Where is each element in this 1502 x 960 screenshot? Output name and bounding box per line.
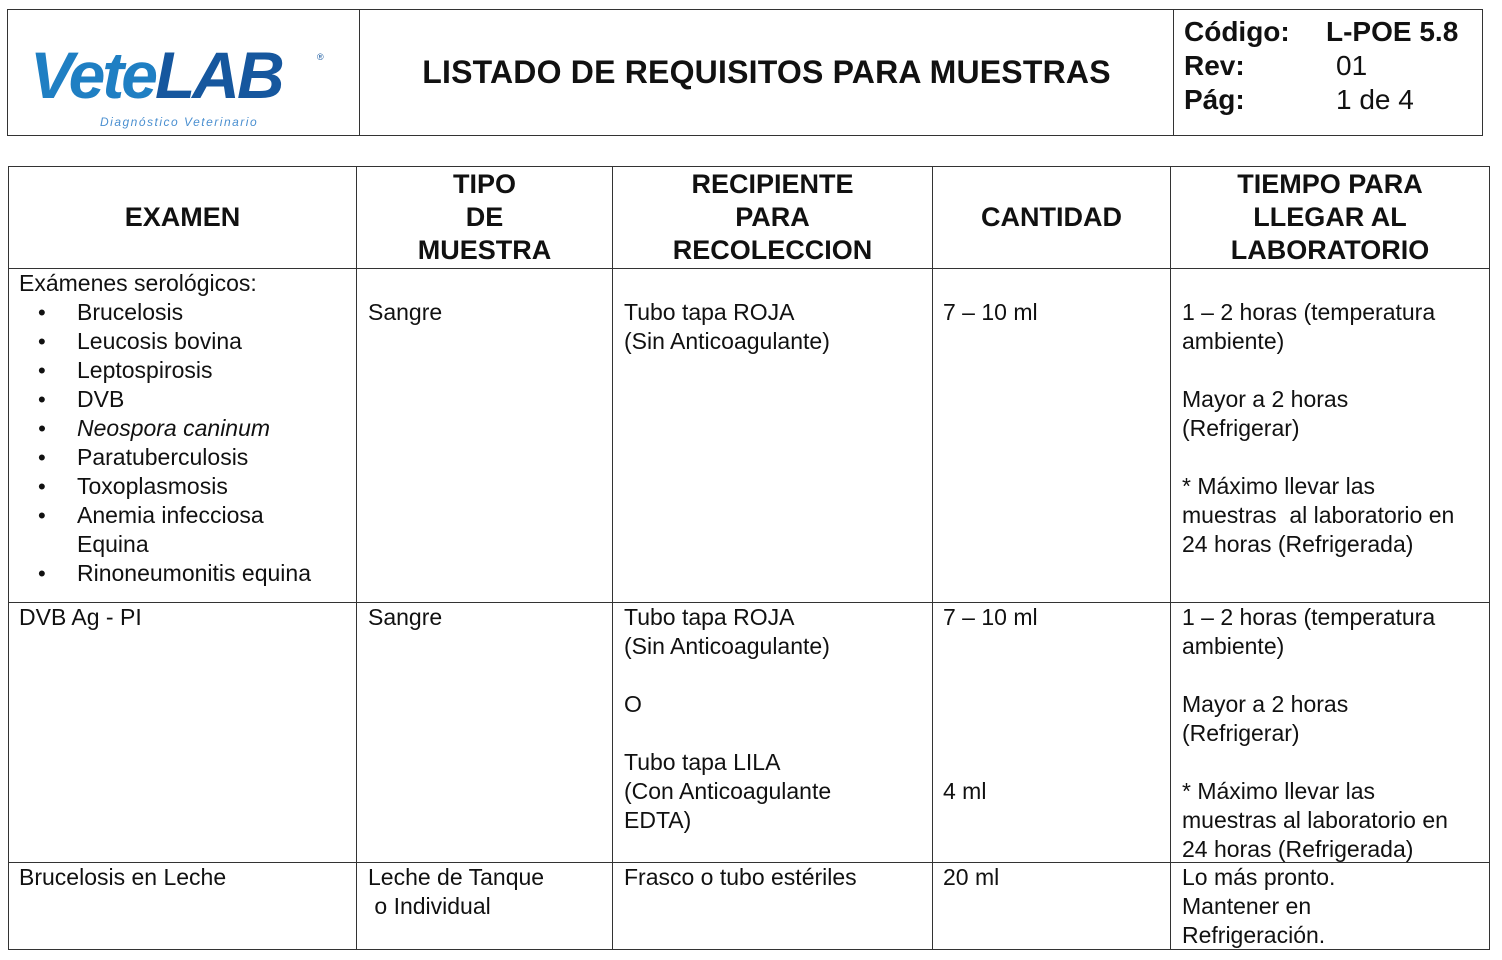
cell-text: Tubo tapa LILA: [624, 749, 781, 775]
row3-tiempo: [1182, 863, 1335, 950]
cell-text: O: [624, 691, 642, 717]
cell-text: 24 horas (Refrigerada): [1182, 836, 1414, 862]
cell-text: Tubo tapa ROJA: [624, 299, 795, 325]
cell-text: 4 ml: [943, 778, 987, 804]
column-divider: [1170, 167, 1171, 949]
cell-text: * Máximo llevar las: [1182, 778, 1375, 804]
row2-recipiente: [624, 603, 831, 835]
meta-page-label: Pág:: [1184, 84, 1245, 115]
cell-text: (Refrigerar): [1182, 720, 1300, 746]
title-text: LISTADO DE REQUISITOS PARA MUESTRAS: [422, 54, 1111, 90]
row2-cantidad-1: [943, 603, 1038, 632]
logo-word-vete: Vete: [30, 38, 155, 112]
logo-tagline: Diagnóstico Veterinario: [100, 115, 259, 129]
header-text: EXAMEN: [124, 202, 241, 232]
document-meta: [1174, 10, 1482, 135]
list-item: • Paratuberculosis: [19, 443, 311, 472]
meta-page-value: 1 de 4: [1336, 84, 1414, 115]
column-header-tiempo: [1171, 167, 1489, 268]
cell-text: 7 – 10 ml: [943, 299, 1038, 325]
row2-tiempo: [1182, 603, 1448, 864]
cell-text: (Refrigerar): [1182, 415, 1300, 441]
cell-text: (Sin Anticoagulante): [624, 328, 830, 354]
header-text: PARA: [735, 202, 810, 232]
header-text: CANTIDAD: [981, 202, 1122, 232]
cell-text: ambiente): [1182, 328, 1285, 354]
column-divider: [932, 167, 933, 949]
header-text: TIPO: [452, 169, 516, 199]
row3-examen: [19, 863, 226, 892]
header-text: LLEGAR AL: [1253, 202, 1407, 232]
column-header-cantidad: [933, 167, 1170, 268]
requirements-table: [8, 166, 1490, 950]
list-item: • Leptospirosis: [19, 356, 311, 385]
cell-text: 1 – 2 horas (temperatura: [1182, 299, 1436, 325]
cell-text: (Sin Anticoagulante): [624, 633, 830, 659]
list-item: • Brucelosis: [19, 298, 311, 327]
cell-text: 7 – 10 ml: [943, 604, 1038, 630]
list-item: • DVB: [19, 385, 311, 414]
document-title: [360, 10, 1174, 135]
serology-list: [19, 298, 311, 588]
row1-recipiente: [624, 298, 830, 356]
cell-text: Frasco o tubo estériles: [624, 864, 857, 890]
column-divider: [356, 167, 357, 949]
header-text: MUESTRA: [417, 235, 552, 265]
list-item: • Anemia infecciosa: [19, 501, 311, 530]
cell-text: * Máximo llevar las: [1182, 473, 1375, 499]
cell-text: Mayor a 2 horas: [1182, 691, 1349, 717]
logo-cell: [8, 10, 360, 135]
cell-text: Mayor a 2 horas: [1182, 386, 1349, 412]
row2-cantidad-2: [943, 777, 986, 806]
cell-text: muestras al laboratorio en: [1182, 502, 1455, 528]
list-item: • Neospora caninum: [19, 414, 311, 443]
cell-text: Sangre: [368, 299, 443, 325]
logo-trademark: ®: [317, 52, 324, 62]
row3-recipiente: [624, 863, 857, 892]
row3-cantidad: [943, 863, 999, 892]
cell-text: Brucelosis en Leche: [19, 864, 227, 890]
cell-text: Lo más pronto.: [1182, 864, 1336, 890]
row2-examen: [19, 603, 142, 632]
header-text: DE: [465, 202, 504, 232]
meta-code-value: L-POE 5.8: [1326, 16, 1459, 47]
list-item: • Leucosis bovina: [19, 327, 311, 356]
meta-rev-label: Rev:: [1184, 50, 1245, 81]
cell-text: ambiente): [1182, 633, 1285, 659]
cell-text: Leche de Tanque: [368, 864, 545, 890]
list-item: • Rinoneumonitis equina: [19, 559, 311, 588]
cell-text: 24 horas (Refrigerada): [1182, 531, 1414, 557]
vetelab-logo: [30, 38, 282, 112]
row1-cantidad: [943, 298, 1038, 327]
header-text: TIEMPO PARA: [1237, 169, 1423, 199]
header-text: RECOLECCION: [672, 235, 873, 265]
meta-code-label: Código:: [1184, 16, 1290, 47]
column-header-examen: [9, 167, 356, 268]
cell-text: 1 – 2 horas (temperatura: [1182, 604, 1436, 630]
row1-tipo: [368, 298, 442, 327]
logo-word-lab: LAB: [154, 38, 282, 112]
cell-text: Sangre: [368, 604, 443, 630]
document-header: [7, 9, 1483, 136]
row2-tipo: [368, 603, 442, 632]
list-item: • Toxoplasmosis: [19, 472, 311, 501]
examen-title: Exámenes serológicos:: [19, 270, 257, 296]
cell-text: Mantener en: [1182, 893, 1312, 919]
header-text: RECIPIENTE: [691, 169, 854, 199]
cell-text: Tubo tapa ROJA: [624, 604, 795, 630]
cell-text: Refrigeración.: [1182, 922, 1326, 948]
cell-text: muestras al laboratorio en: [1182, 807, 1448, 833]
cell-text: DVB Ag - PI: [19, 604, 142, 630]
cell-text: 20 ml: [943, 864, 1000, 890]
row3-tipo: [368, 863, 544, 921]
header-text: LABORATORIO: [1230, 235, 1430, 265]
cell-text: (Con Anticoagulante: [624, 778, 832, 804]
row1-examen: [19, 269, 311, 588]
cell-text: EDTA): [624, 807, 692, 833]
list-item-continuation: Equina: [77, 531, 149, 557]
column-divider: [612, 167, 613, 949]
cell-text: o Individual: [368, 893, 491, 919]
meta-rev-value: 01: [1336, 50, 1368, 81]
column-header-recipiente: [613, 167, 932, 268]
column-header-tipo: [357, 167, 612, 268]
row1-tiempo: [1182, 298, 1454, 559]
